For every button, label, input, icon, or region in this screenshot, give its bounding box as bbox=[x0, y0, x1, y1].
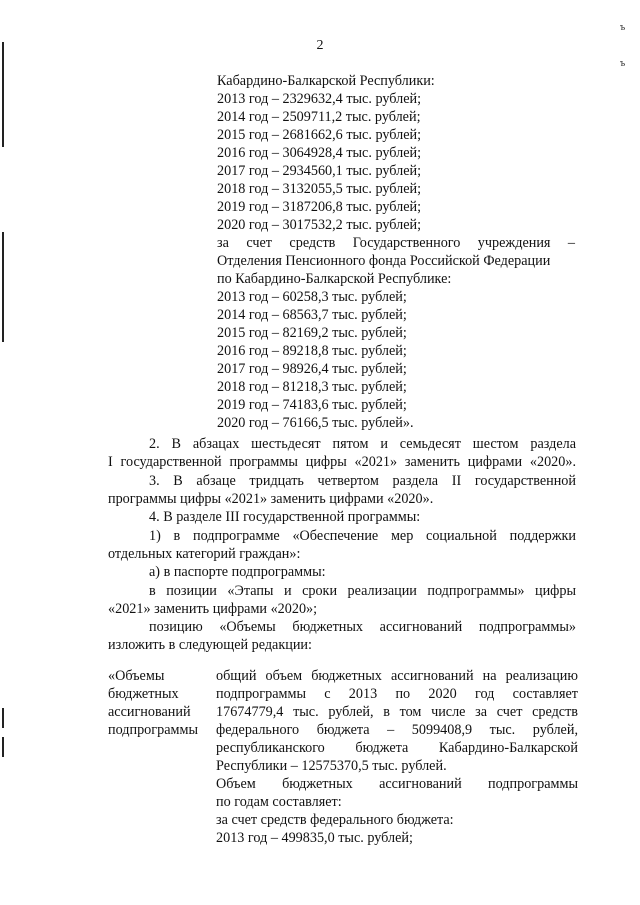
text-line: по Кабардино-Балкарской Республике: bbox=[217, 271, 452, 287]
passport-value-column bbox=[216, 667, 578, 847]
text-line: 2018 год – 3132055,5 тыс. рублей; bbox=[217, 181, 422, 197]
paragraph-line: позицию «Объемы бюджетных ассигнований подпрограммы» bbox=[149, 619, 576, 635]
passport-label-column bbox=[108, 667, 198, 739]
text-line: 2017 год – 2934560,1 тыс. рублей; bbox=[217, 163, 422, 179]
passport-value-line: Республики – 12575370,5 тыс. рублей. bbox=[216, 758, 447, 774]
text-line: 2016 год – 89218,8 тыс. рублей; bbox=[217, 343, 407, 359]
passport-value-line: федерального бюджета – 5099408,9 тыс. рублей, bbox=[216, 722, 578, 738]
corner-mark: ъ bbox=[620, 22, 626, 33]
paragraph-line: изложить в следующей редакции: bbox=[108, 637, 312, 653]
paragraph-line: программы цифры «2021» заменить цифрами «2020». bbox=[108, 491, 434, 507]
scan-margin-line bbox=[2, 232, 4, 342]
text-line: Отделения Пенсионного фонда Российской Федерации bbox=[217, 253, 551, 269]
text-line: 2019 год – 3187206,8 тыс. рублей; bbox=[217, 199, 422, 215]
passport-value-line: подпрограммы с 2013 по 2020 год составляет bbox=[216, 686, 578, 702]
corner-mark: ъ bbox=[620, 58, 626, 69]
text-line: 2015 год – 2681662,6 тыс. рублей; bbox=[217, 127, 422, 143]
passport-value-line: Объем бюджетных ассигнований подпрограммы bbox=[216, 776, 578, 792]
text-line: 2014 год – 2509711,2 тыс. рублей; bbox=[217, 109, 421, 125]
paragraph-line: I государственной программы цифры «2021» заменить цифрами «2020». bbox=[108, 454, 576, 470]
text-line: 2014 год – 68563,7 тыс. рублей; bbox=[217, 307, 407, 323]
passport-value-line: общий объем бюджетных ассигнований на реализацию bbox=[216, 668, 578, 684]
passport-value-line: за счет средств федерального бюджета: bbox=[216, 812, 454, 828]
scan-margin-line bbox=[2, 737, 4, 757]
paragraph-line: 2. В абзацах шестьдесят пятом и семьдесят шестом раздела bbox=[149, 436, 576, 452]
paragraph-line: 4. В разделе III государственной программы: bbox=[149, 509, 421, 525]
page-number: 2 bbox=[316, 38, 324, 53]
text-line: 2017 год – 98926,4 тыс. рублей; bbox=[217, 361, 407, 377]
paragraph-line: 1) в подпрограмме «Обеспечение мер социальной поддержки bbox=[149, 528, 576, 544]
paragraph-line: 3. В абзаце тридцать четвертом раздела II государственной bbox=[149, 473, 576, 489]
scan-margin-line bbox=[2, 708, 4, 728]
scan-margin-line bbox=[2, 42, 4, 147]
text-line: 2016 год – 3064928,4 тыс. рублей; bbox=[217, 145, 422, 161]
text-line: 2020 год – 3017532,2 тыс. рублей; bbox=[217, 217, 422, 233]
text-line: 2018 год – 81218,3 тыс. рублей; bbox=[217, 379, 407, 395]
text-line: Кабардино-Балкарской Республики: bbox=[217, 73, 435, 89]
passport-label: подпрограммы bbox=[108, 722, 198, 738]
passport-value-line: республиканского бюджета Кабардино-Балкарской bbox=[216, 740, 578, 756]
passport-value-line: 17674779,4 тыс. рублей, в том числе за счет средств bbox=[216, 704, 578, 720]
text-line: 2015 год – 82169,2 тыс. рублей; bbox=[217, 325, 407, 341]
text-line: 2019 год – 74183,6 тыс. рублей; bbox=[217, 397, 407, 413]
text-line: 2020 год – 76166,5 тыс. рублей». bbox=[217, 415, 414, 431]
text-line: 2013 год – 60258,3 тыс. рублей; bbox=[217, 289, 407, 305]
passport-value-line: 2013 год – 499835,0 тыс. рублей; bbox=[216, 830, 413, 846]
passport-label: бюджетных bbox=[108, 686, 179, 702]
passport-label: «Объемы bbox=[108, 668, 165, 684]
paragraph-line: в позиции «Этапы и сроки реализации подпрограммы» цифры bbox=[149, 583, 576, 599]
paragraph-line: отдельных категорий граждан»: bbox=[108, 546, 301, 562]
text-line: за счет средств Государственного учреждения – bbox=[217, 235, 575, 251]
passport-value-line: по годам составляет: bbox=[216, 794, 342, 810]
text-line: 2013 год – 2329632,4 тыс. рублей; bbox=[217, 91, 422, 107]
paragraph-line: а) в паспорте подпрограммы: bbox=[149, 564, 326, 580]
paragraph-line: «2021» заменить цифрами «2020»; bbox=[108, 601, 318, 617]
passport-label: ассигнований bbox=[108, 704, 191, 720]
